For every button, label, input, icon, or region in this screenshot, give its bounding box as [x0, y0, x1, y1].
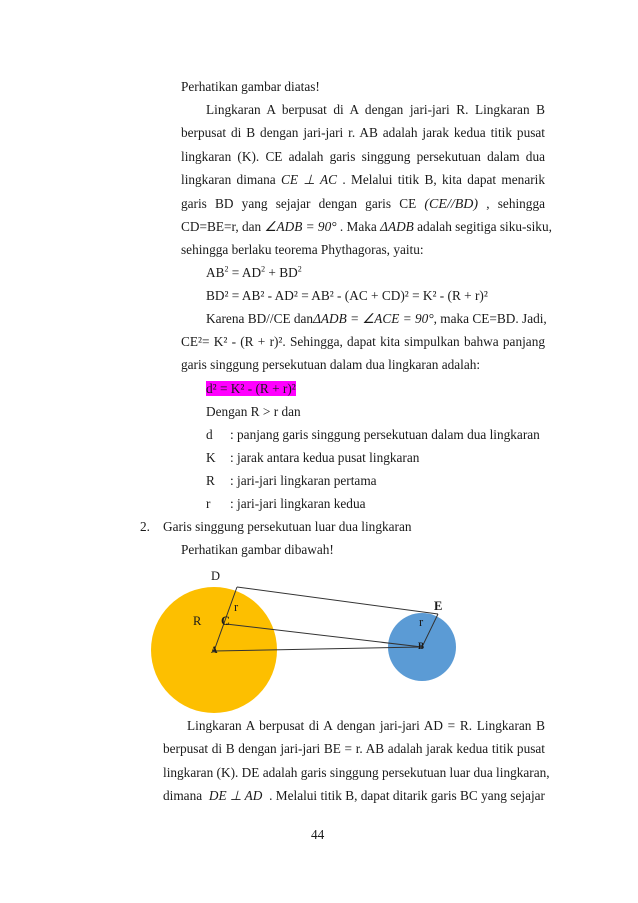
equation-2: BD² = AB² - AD² = AB² - (AC + CD)² = K² - (R + r)² — [206, 288, 488, 303]
para1-line4-b: . Melalui titik B, kita dapat menarik — [342, 172, 545, 187]
label-c: C — [221, 614, 231, 628]
label-e: E — [434, 599, 443, 613]
para1-line7: sehingga berlaku teorema Phythagoras, yaitu: — [181, 242, 424, 257]
intro-text: Perhatikan gambar diatas! — [181, 79, 320, 94]
section-title: Garis singgung persekutuan luar dua lingkaran — [163, 519, 412, 534]
def-k-desc: : jarak antara kedua pusat lingkaran — [230, 450, 420, 465]
para1-line-conclusion: garis singgung persekutuan dalam dua lingkaran adalah: — [181, 357, 481, 372]
def-r2-sym: r — [206, 496, 211, 511]
condition-text: Dengan R > r dan — [206, 404, 301, 419]
label-r-big: r — [234, 600, 239, 614]
def-r-sym: R — [206, 473, 215, 488]
para1-line2: berpusat di B dengan jari-jari r. AB adalah jarak kedua titik pusat — [181, 125, 545, 140]
def-k-sym: K — [206, 450, 216, 465]
math-triangle-adb: ΔADB — [380, 219, 414, 234]
page-number: 44 — [311, 827, 325, 842]
def-d-desc: : panjang garis singgung persekutuan dalam dua lingkaran — [230, 427, 540, 442]
eq1-ad: = AD — [228, 265, 262, 280]
label-R: R — [193, 614, 202, 628]
section-number: 2. — [140, 519, 150, 534]
para1-line5-a: garis BD yang sejajar dengan garis CE — [181, 196, 417, 211]
label-b: B — [418, 641, 425, 651]
para2-line4-b: . Melalui titik B, dapat ditarik garis BC yang sejajar — [269, 788, 545, 803]
para1-line5-b: , sehingga — [486, 196, 546, 211]
line-de — [237, 587, 438, 614]
label-d: D — [211, 569, 221, 583]
label-a: A — [211, 645, 218, 655]
math-angle-adb: ∠ADB = 90° — [264, 219, 337, 234]
karena-b: , maka CE=BD. Jadi, — [433, 311, 547, 326]
para2-line3: lingkaran (K). DE adalah garis singgung persekutuan luar dua lingkaran, — [163, 765, 550, 780]
def-r2-desc: : jari-jari lingkaran kedua — [230, 496, 366, 511]
para1-line-ce2: CE²= K² - (R + r)². Sehingga, dapat kita simpulkan bahwa panjang — [181, 334, 545, 349]
para1-line6-c: adalah segitiga siku-siku, — [417, 219, 552, 234]
math-ce-parallel-bd: (CE//BD) — [424, 197, 479, 212]
karena-a: Karena BD//CE dan — [206, 311, 314, 326]
math-triangle-angle: ΔADB = ∠ACE = 90° — [313, 311, 434, 326]
equation-1: $AB^2 = AD^2 + BD^2$ — [206, 264, 302, 280]
def-d-sym: d — [206, 427, 213, 442]
label-r-small: r — [419, 615, 424, 629]
def-r-desc: : jari-jari lingkaran pertama — [230, 473, 377, 488]
para1-line4-a: lingkaran dimana — [181, 172, 276, 187]
para1-line6-a: CD=BE=r, dan — [181, 219, 262, 234]
para2-line1: Lingkaran A berpusat di A dengan jari-jari AD = R. Lingkaran B — [187, 718, 545, 733]
para1-line1: Lingkaran A berpusat di A dengan jari-jari R. Lingkaran B — [206, 102, 545, 117]
para2-line4 — [163, 788, 545, 804]
math-de-perp-ad: DE ⊥ AD — [208, 788, 263, 803]
para1-line3: lingkaran (K). CE adalah garis singgung persekutuan dalam dua — [181, 149, 545, 164]
para1-line6-b: . Maka — [339, 219, 377, 234]
eq1-bd: + BD — [265, 265, 298, 280]
section-intro: Perhatikan gambar dibawah! — [181, 542, 334, 557]
formula-text: d² = K² - (R + r)² — [206, 381, 296, 396]
para2-line4-a: dimana — [163, 788, 203, 803]
para2-line2: berpusat di B dengan jari-jari BE = r. AB adalah jarak kedua titik pusat — [163, 741, 545, 756]
math-ce-perp-ac: CE ⊥ AC — [281, 172, 338, 187]
eq1-ab: AB — [206, 265, 225, 280]
